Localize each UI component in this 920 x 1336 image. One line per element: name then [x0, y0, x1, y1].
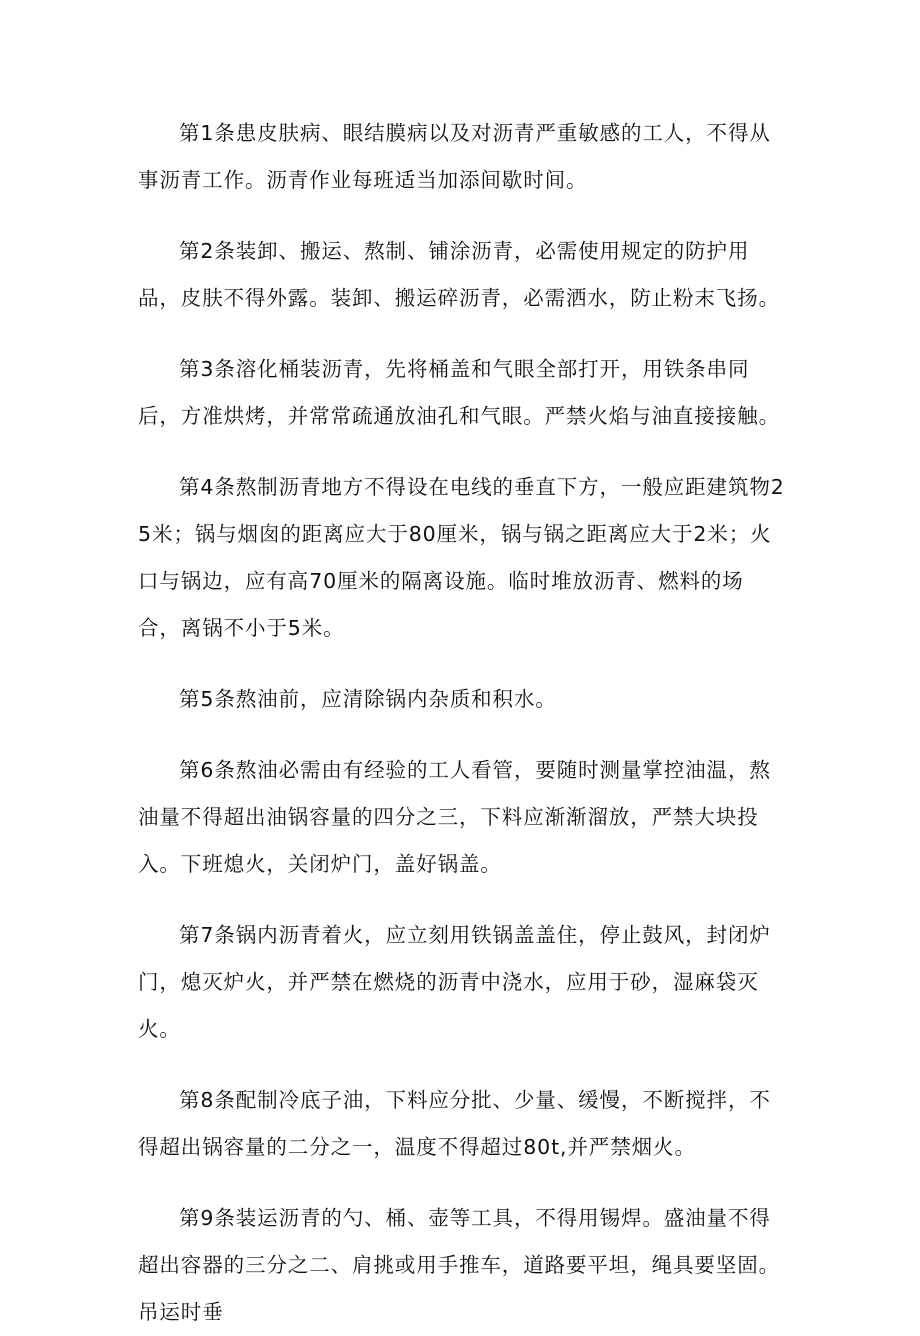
- paragraph-article-8: 第8条配制冷底子油，下料应分批、少量、缓慢，不断搅拌，不得超出锅容量的二分之一，温度不得超过80t,并严禁烟火。: [138, 1088, 771, 1159]
- paragraph-article-9: 第9条装运沥青的勺、桶、壶等工具，不得用锡焊。盛油量不得超出容器的三分之二、肩挑或用手推车，道路要平坦，绳具要坚固。吊运时垂: [138, 1206, 780, 1324]
- paragraph-article-5: 第5条熬油前，应清除锅内杂质和积水。: [179, 687, 557, 711]
- paragraph-article-6: 第6条熬油必需由有经验的工人看管，要随时测量掌控油温，熬油量不得超出油锅容量的四分之三，下料应渐渐溜放，严禁大块投入。下班熄火，关闭炉门，盖好锅盖。: [138, 758, 771, 876]
- document-page: [138, 110, 786, 1336]
- paragraph-article-3: 第3条溶化桶装沥青，先将桶盖和气眼全部打开，用铁条串同后，方准烘烤，并常常疏通放油孔和气眼。严禁火焰与油直接接触。: [138, 357, 780, 428]
- paragraph-article-7: 第7条锅内沥青着火，应立刻用铁锅盖盖住，停止鼓风，封闭炉门，熄灭炉火，并严禁在燃烧的沥青中浇水，应用于砂，湿麻袋灭火。: [138, 923, 771, 1041]
- paragraph-article-1: 第1条患皮肤病、眼结膜病以及对沥青严重敏感的工人，不得从事沥青工作。沥青作业每班适当加添间歇时间。: [138, 121, 771, 192]
- paragraph-article-2: 第2条装卸、搬运、熬制、铺涂沥青，必需使用规定的防护用品，皮肤不得外露。装卸、搬运碎沥青，必需洒水，防止粉末飞扬。: [138, 239, 780, 310]
- paragraph-article-4: 第4条熬制沥青地方不得设在电线的垂直下方，一般应距建筑物25米；锅与烟囱的距离应大于80厘米，锅与锅之距离应大于2米；火口与锅边，应有高70厘米的隔离设施。临时堆放沥青、燃料的场合，离锅不小于5米。: [138, 475, 785, 640]
